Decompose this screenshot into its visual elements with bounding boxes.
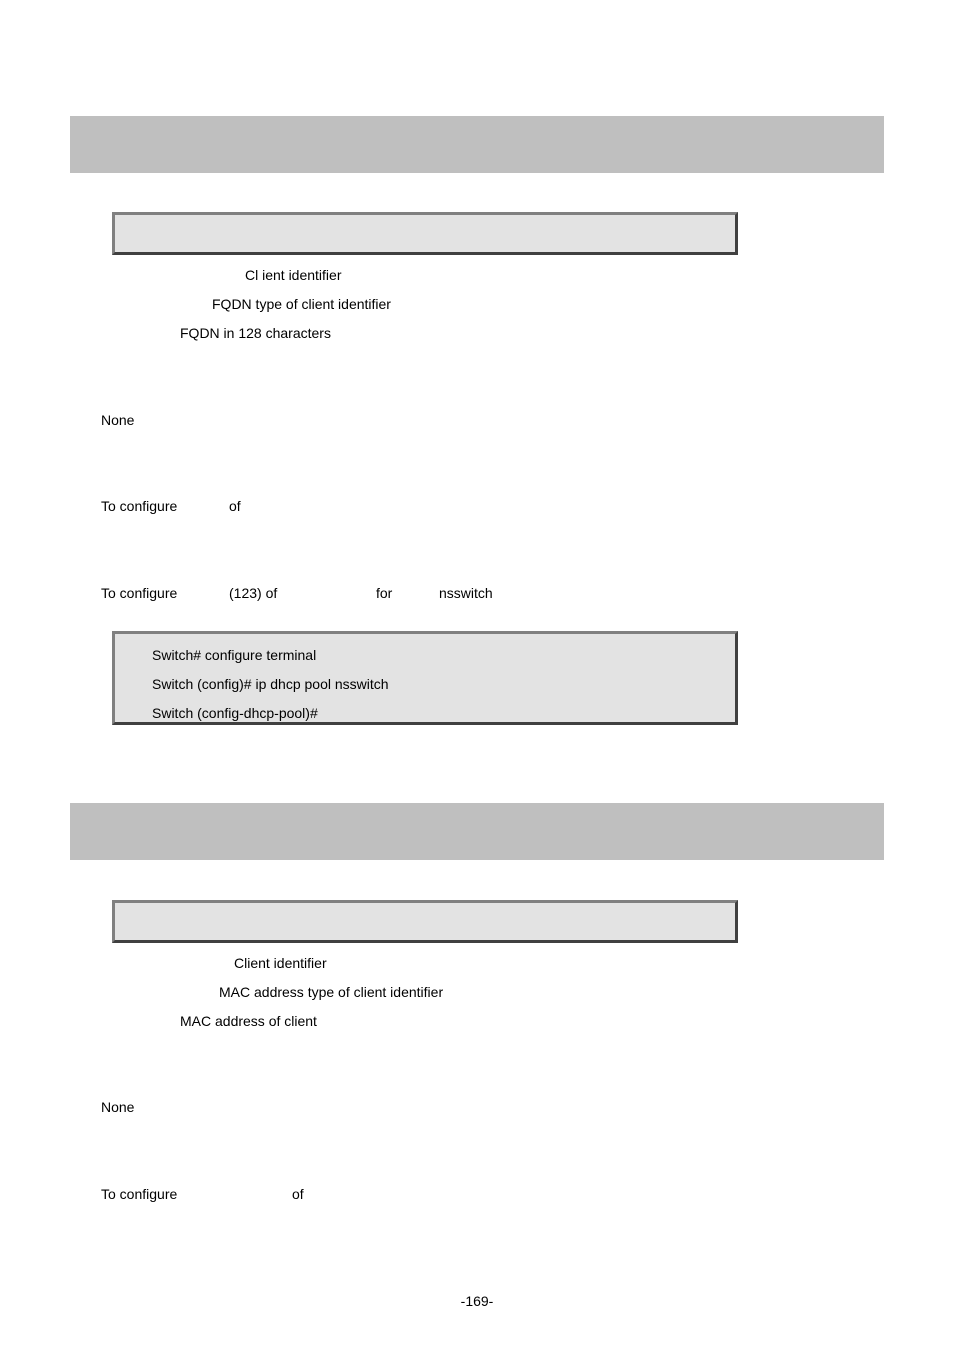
- code-line: Switch (config-dhcp-pool)#: [152, 705, 318, 721]
- mode-text: To configure: [101, 498, 178, 514]
- usage-text: To configure: [101, 585, 178, 601]
- usage-text: (123) of: [229, 585, 278, 601]
- mode-text: of: [292, 1186, 304, 1202]
- code-line: Switch (config)# ip dhcp pool nsswitch: [152, 676, 389, 692]
- param-description: MAC address type of client identifier: [219, 984, 444, 1000]
- default-value: None: [101, 412, 135, 428]
- code-line: Switch# configure terminal: [152, 647, 317, 663]
- mode-text: of: [229, 498, 241, 514]
- command-syntax-box: [112, 212, 738, 255]
- page-number: -169-: [460, 1293, 494, 1309]
- param-description: MAC address of client: [180, 1013, 317, 1029]
- usage-text: nsswitch: [439, 585, 493, 601]
- default-value: None: [101, 1099, 135, 1115]
- command-syntax-box: [112, 900, 738, 943]
- param-description: Client identifier: [234, 955, 327, 971]
- mode-text: To configure: [101, 1186, 178, 1202]
- param-description: Cl ient identifier: [245, 267, 342, 283]
- section-heading-bar: [70, 803, 884, 860]
- section-heading-bar: [70, 116, 884, 173]
- param-description: FQDN in 128 characters: [180, 325, 331, 341]
- param-description: FQDN type of client identifier: [212, 296, 391, 312]
- usage-text: for: [376, 585, 393, 601]
